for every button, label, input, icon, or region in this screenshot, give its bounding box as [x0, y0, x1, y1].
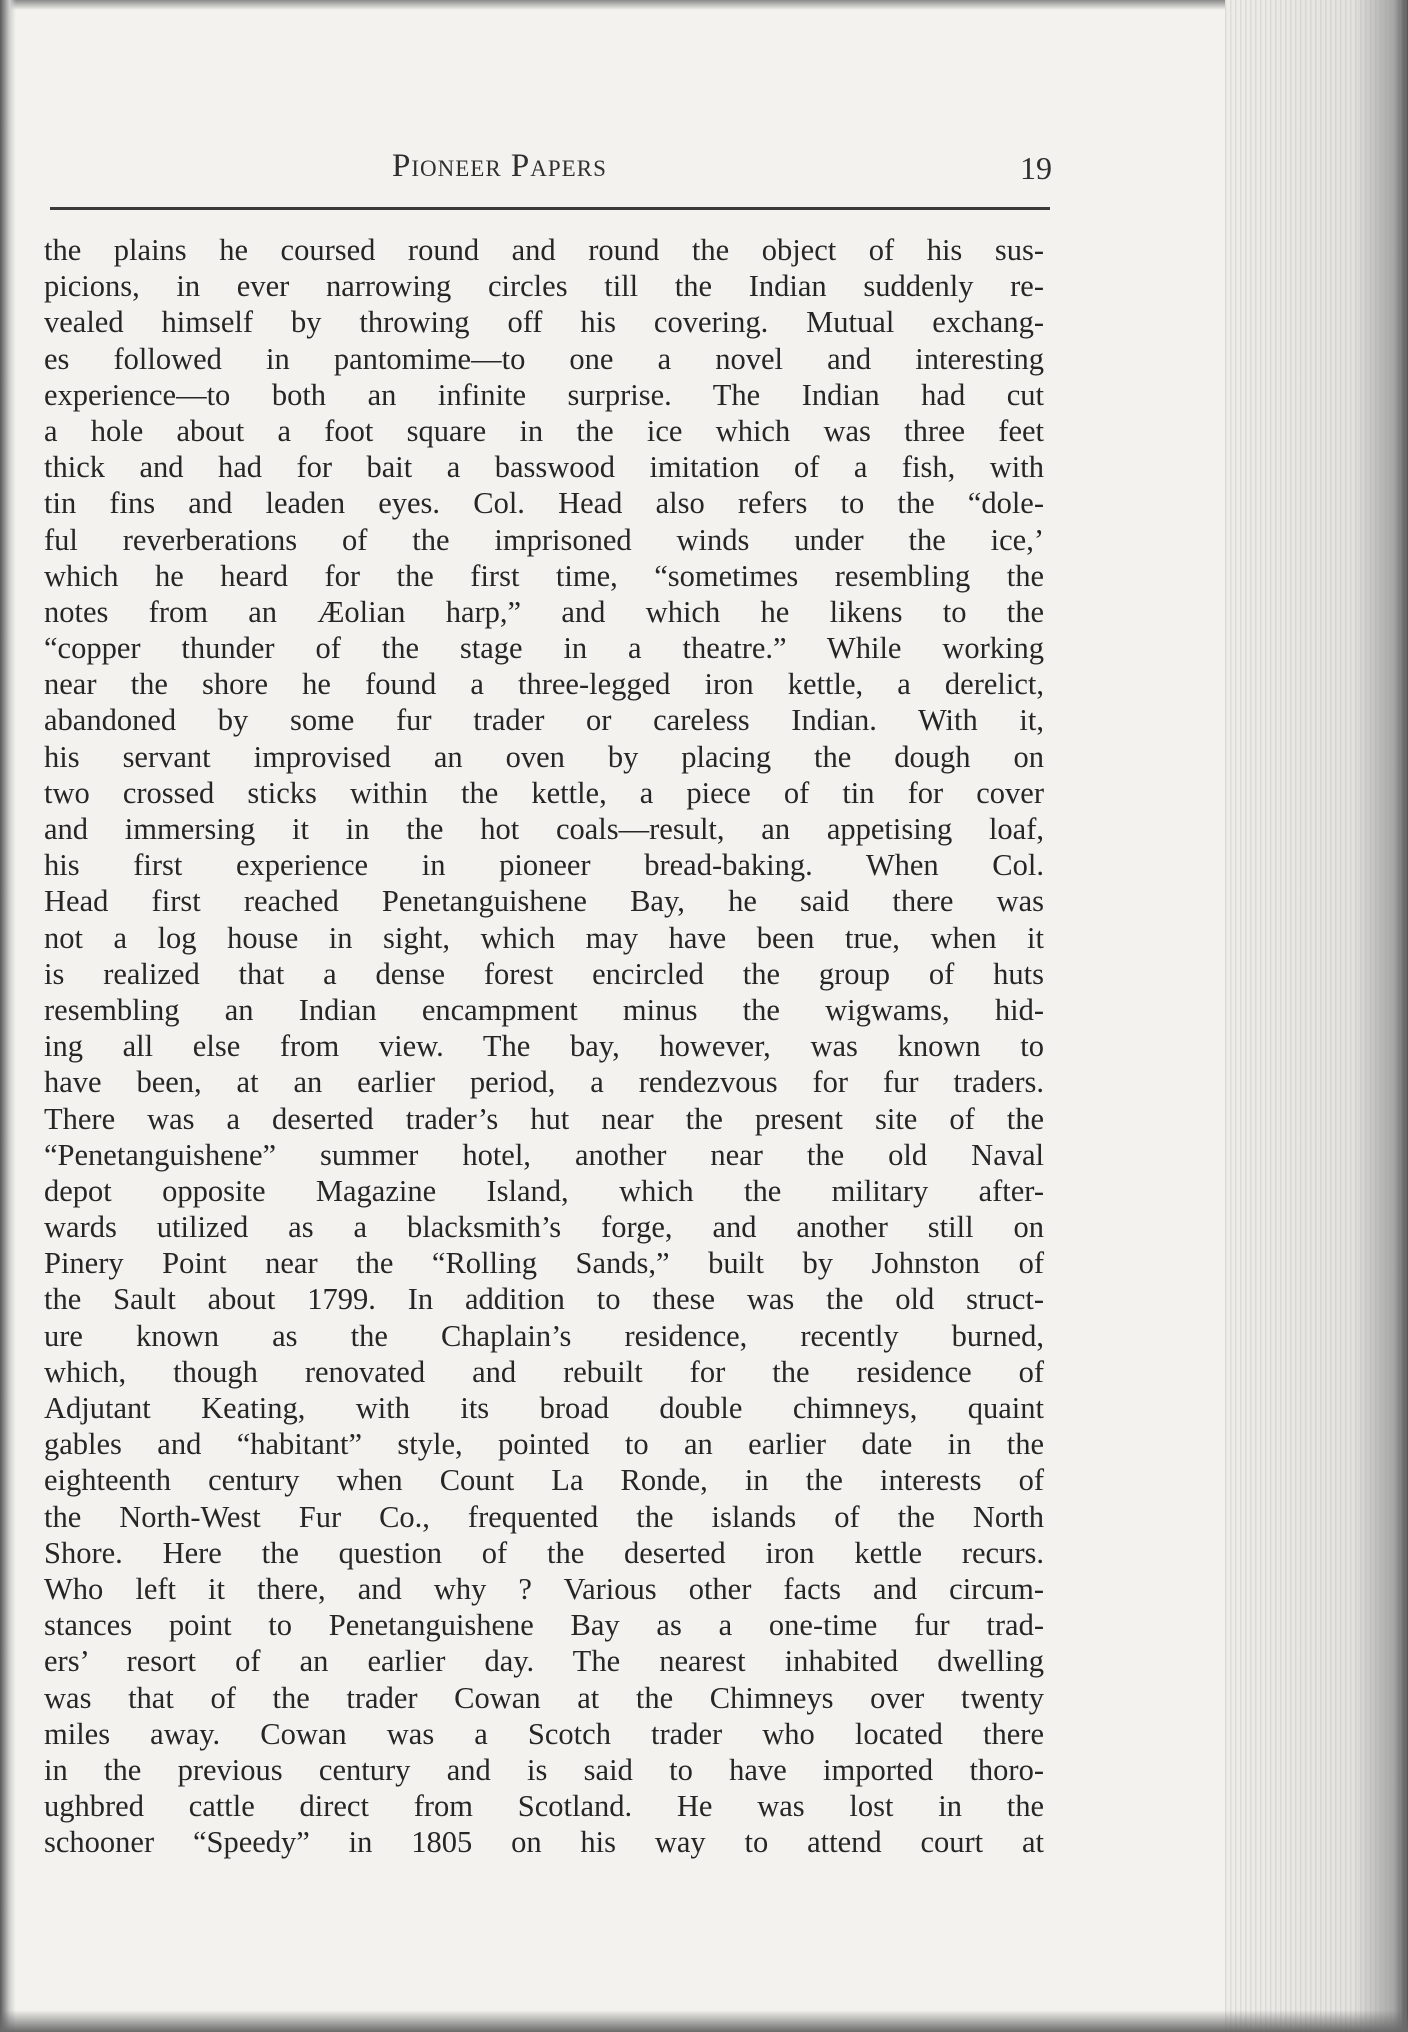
header-rule	[50, 207, 1050, 210]
text-line: ughbred cattle direct from Scotland. He was lost in the	[44, 1789, 1044, 1824]
body-text	[44, 232, 1044, 1860]
text-line: gables and “habitant” style, pointed to an earlier date in the	[44, 1427, 1044, 1462]
text-line: picions, in ever narrowing circles till the Indian suddenly re-	[44, 269, 1044, 304]
text-line: Pinery Point near the “Rolling Sands,” built by Johnston of	[44, 1246, 1044, 1281]
gutter-shadow	[0, 0, 16, 2032]
text-line: ing all else from view. The bay, however, was known to	[44, 1029, 1044, 1064]
text-line: the Sault about 1799. In addition to these was the old struct-	[44, 1282, 1044, 1317]
page-top-shadow	[0, 0, 1408, 10]
text-line: depot opposite Magazine Island, which the military after-	[44, 1173, 1044, 1208]
text-line: miles away. Cowan was a Scotch trader who located there	[44, 1716, 1044, 1751]
text-line: his servant improvised an oven by placing the dough on	[44, 739, 1044, 774]
text-line: not a log house in sight, which may have been true, when it	[44, 920, 1044, 955]
text-line: ure known as the Chaplain’s residence, recently burned,	[44, 1318, 1044, 1353]
text-line: was that of the trader Cowan at the Chimneys over twenty	[44, 1680, 1044, 1715]
text-line: notes from an Æolian harp,” and which he likens to the	[44, 594, 1044, 629]
running-head-title: Pioneer Papers	[392, 148, 607, 184]
text-line: two crossed sticks within the kettle, a piece of tin for cover	[44, 775, 1044, 810]
text-line: ers’ resort of an earlier day. The nearest inhabited dwelling	[44, 1644, 1044, 1679]
text-line: wards utilized as a blacksmith’s forge, and another still on	[44, 1210, 1044, 1245]
text-line: near the shore he found a three-legged iron kettle, a derelict,	[44, 667, 1044, 702]
text-line: schooner “Speedy” in 1805 on his way to attend court at	[44, 1825, 1044, 1860]
text-line: the North-West Fur Co., frequented the islands of the North	[44, 1499, 1044, 1534]
text-line: eighteenth century when Count La Ronde, in the interests of	[44, 1463, 1044, 1498]
text-line: which he heard for the first time, “sometimes resembling the	[44, 558, 1044, 593]
page-bottom-shadow	[0, 2010, 1408, 2032]
text-line: is realized that a dense forest encircled the group of huts	[44, 956, 1044, 991]
text-line: the plains he coursed round and round the object of his sus-	[44, 233, 1044, 267]
text-line: his first experience in pioneer bread-baking. When Col.	[44, 848, 1044, 883]
text-line: thick and had for bait a basswood imitation of a fish, with	[44, 450, 1044, 485]
text-line: Shore. Here the question of the deserted iron kettle recurs.	[44, 1535, 1044, 1570]
text-line: abandoned by some fur trader or careless Indian. With it,	[44, 703, 1044, 738]
text-line: There was a deserted trader’s hut near the present site of the	[44, 1101, 1044, 1136]
text-line: vealed himself by throwing off his covering. Mutual exchang-	[44, 305, 1044, 340]
text-line: a hole about a foot square in the ice which was three feet	[44, 413, 1044, 448]
text-line: es followed in pantomime—to one a novel and interesting	[44, 341, 1044, 376]
text-line: tin fins and leaden eyes. Col. Head also refers to the “dole-	[44, 486, 1044, 521]
text-line: in the previous century and is said to have imported thoro-	[44, 1752, 1044, 1787]
text-line: ful reverberations of the imprisoned winds under the ice,’	[44, 522, 1044, 557]
text-line: have been, at an earlier period, a rendezvous for fur traders.	[44, 1065, 1044, 1100]
text-line: Who left it there, and why ? Various other facts and circum-	[44, 1571, 1044, 1606]
text-line: which, though renovated and rebuilt for the residence of	[44, 1354, 1044, 1389]
text-line: and immersing it in the hot coals—result, an appetising loaf,	[44, 812, 1044, 846]
page-number: 19	[1020, 150, 1052, 186]
text-line: Head first reached Penetanguishene Bay, he said there was	[44, 884, 1044, 919]
text-line: “Penetanguishene” summer hotel, another near the old Naval	[44, 1137, 1044, 1172]
text-line: experience—to both an infinite surprise. The Indian had cut	[44, 377, 1044, 412]
running-head	[48, 148, 1056, 208]
text-line: “copper thunder of the stage in a theatre.” While working	[44, 631, 1044, 666]
text-line: Adjutant Keating, with its broad double chimneys, quaint	[44, 1391, 1044, 1425]
text-line: resembling an Indian encampment minus the wigwams, hid-	[44, 992, 1044, 1027]
page-edges	[1225, 0, 1408, 2032]
text-line: stances point to Penetanguishene Bay as a one-time fur trad-	[44, 1608, 1044, 1643]
